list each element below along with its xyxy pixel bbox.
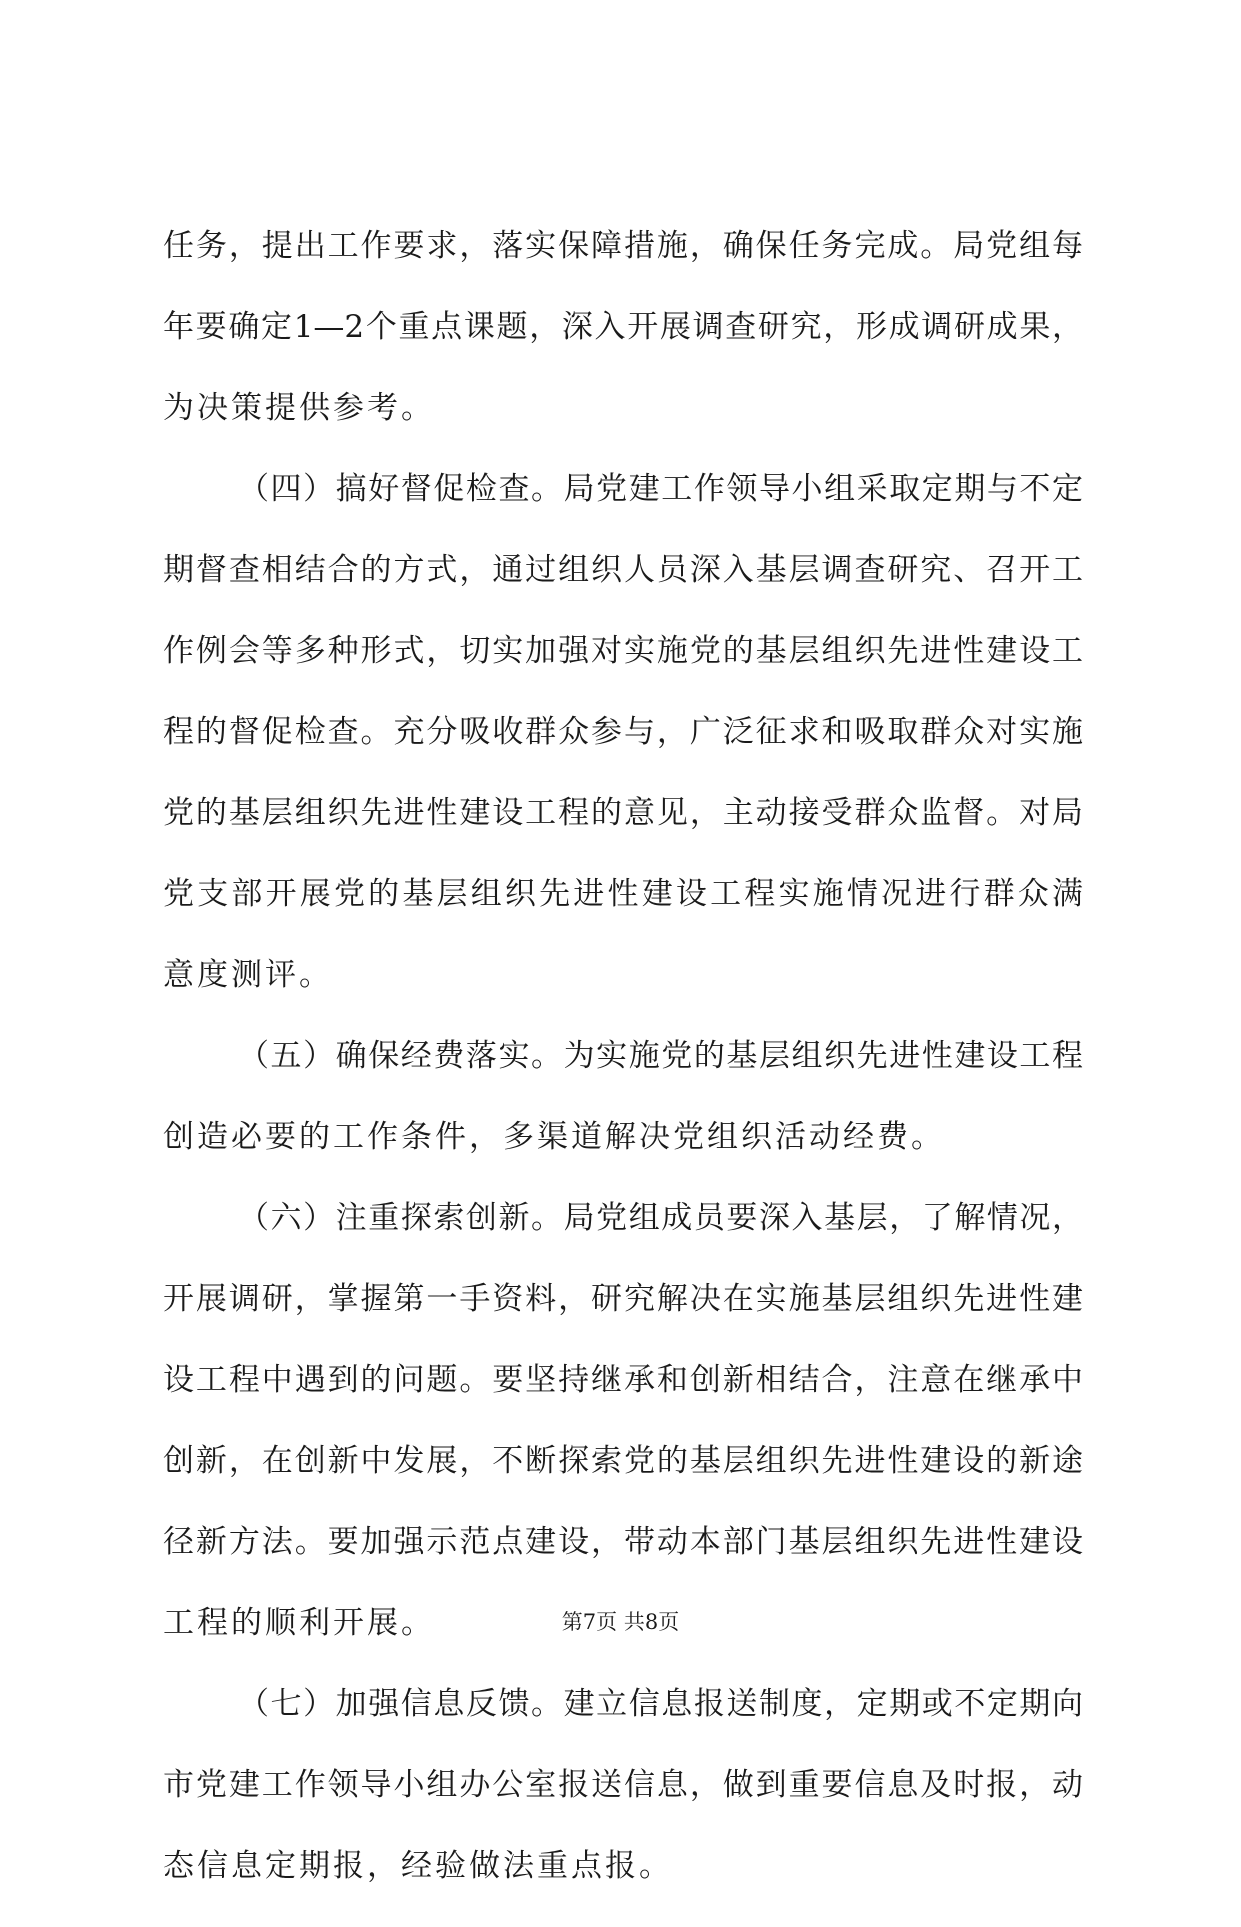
text-line: 开展调研，掌握第一手资料，研究解决在实施基层组织先进性建 [163,1281,1083,1317]
text-line: 径新方法。要加强示范点建设，带动本部门基层组织先进性建设 [163,1524,1083,1560]
section-heading-line: （四）搞好督促检查。局党建工作领导小组采取定期与不定 [238,471,1083,507]
text-line: 作例会等多种形式，切实加强对实施党的基层组织先进性建设工 [163,633,1083,669]
text-line: 期督查相结合的方式，通过组织人员深入基层调查研究、召开工 [163,552,1083,588]
text-line: 创造必要的工作条件，多渠道解决党组织活动经费。 [163,1119,945,1155]
text-line: 态信息定期报，经验做法重点报。 [163,1848,673,1884]
text-line: 党支部开展党的基层组织先进性建设工程实施情况进行群众满 [163,876,1083,912]
section-heading-line: （五）确保经费落实。为实施党的基层组织先进性建设工程 [238,1038,1083,1074]
text-line: 市党建工作领导小组办公室报送信息，做到重要信息及时报，动 [163,1767,1083,1803]
text-line: 程的督促检查。充分吸收群众参与，广泛征求和吸取群众对实施 [163,714,1083,750]
document-body [163,226,1083,1927]
page-number-footer: 第7页 共8页 [561,1610,680,1634]
text-line: 任务，提出工作要求，落实保障措施，确保任务完成。局党组每 [163,228,1083,264]
section-heading-line: （六）注重探索创新。局党组成员要深入基层，了解情况， [238,1200,1083,1236]
section-heading-line: （七）加强信息反馈。建立信息报送制度，定期或不定期向 [238,1686,1083,1722]
text-line: 为决策提供参考。 [163,390,435,426]
text-line: 设工程中遇到的问题。要坚持继承和创新相结合，注意在继承中 [163,1362,1083,1398]
text-line: 年要确定1—2个重点课题，深入开展调查研究，形成调研成果， [163,309,1083,345]
text-line: 创新，在创新中发展，不断探索党的基层组织先进性建设的新途 [163,1443,1083,1479]
text-line: 意度测评。 [163,957,333,993]
text-line: 工程的顺利开展。 [163,1605,435,1641]
text-line: 党的基层组织先进性建设工程的意见，主动接受群众监督。对局 [163,795,1083,831]
